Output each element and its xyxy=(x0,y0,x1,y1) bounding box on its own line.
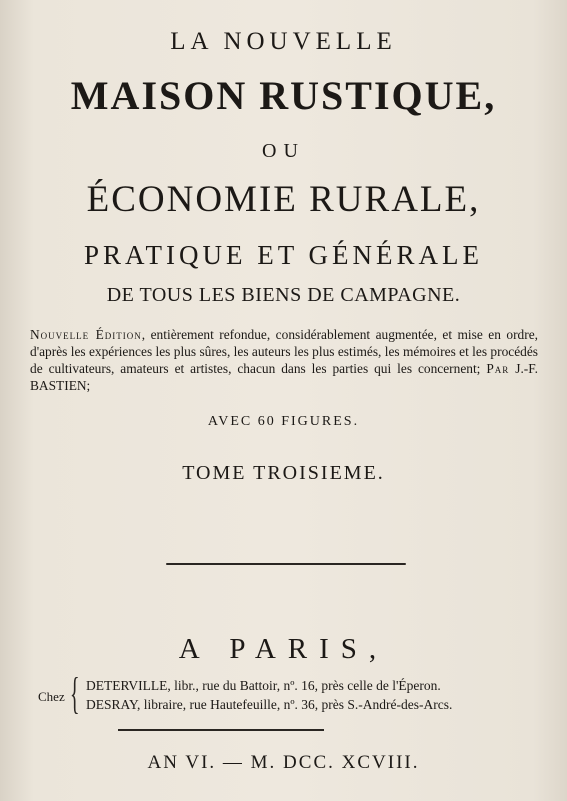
divider-rule xyxy=(166,563,406,565)
volume-label: TOME TROISIEME. xyxy=(182,462,385,484)
brace-icon: { xyxy=(70,669,80,718)
title-line-1: LA NOUVELLE xyxy=(170,28,397,55)
figures-note: AVEC 60 FIGURES. xyxy=(207,414,360,429)
divider-rule-2 xyxy=(118,729,324,731)
par-label: Par xyxy=(486,361,510,376)
title-pratique: PRATIQUE ET GÉNÉRALE xyxy=(84,240,483,270)
edition-text: , entièrement refondue, considérablement augmentée, et mise en ordre, d'après les expériences les plus sûres, les auteurs les plus estimés, les mémoires et les procédés de cultivateurs, amateurs et artistes, chacun dans les parties qui les concernent; xyxy=(30,327,538,376)
title-biens: DE TOUS LES BIENS DE CAMPAGNE. xyxy=(106,284,461,306)
imprint-city: A PARIS, xyxy=(178,633,389,665)
title-main: MAISON RUSTIQUE, xyxy=(70,73,497,118)
edition-label: Nouvelle Édition xyxy=(30,327,142,342)
title-ou: OU xyxy=(262,140,305,162)
edition-description xyxy=(30,326,538,394)
title-subtitle: ÉCONOMIE RURALE, xyxy=(86,179,481,220)
imprint-date: AN VI. — M. DCC. XCVIII. xyxy=(147,752,420,773)
publisher-desray: DESRAY, libraire, rue Hautefeuille, nº. 36, près S.-André-des-Arcs. xyxy=(86,697,453,712)
chez-label: Chez xyxy=(38,689,65,704)
author-name: J.-F. BASTIEN; xyxy=(30,361,538,393)
publisher-deterville: DETERVILLE, libr., rue du Battoir, nº. 16, près celle de l'Éperon. xyxy=(86,678,441,693)
